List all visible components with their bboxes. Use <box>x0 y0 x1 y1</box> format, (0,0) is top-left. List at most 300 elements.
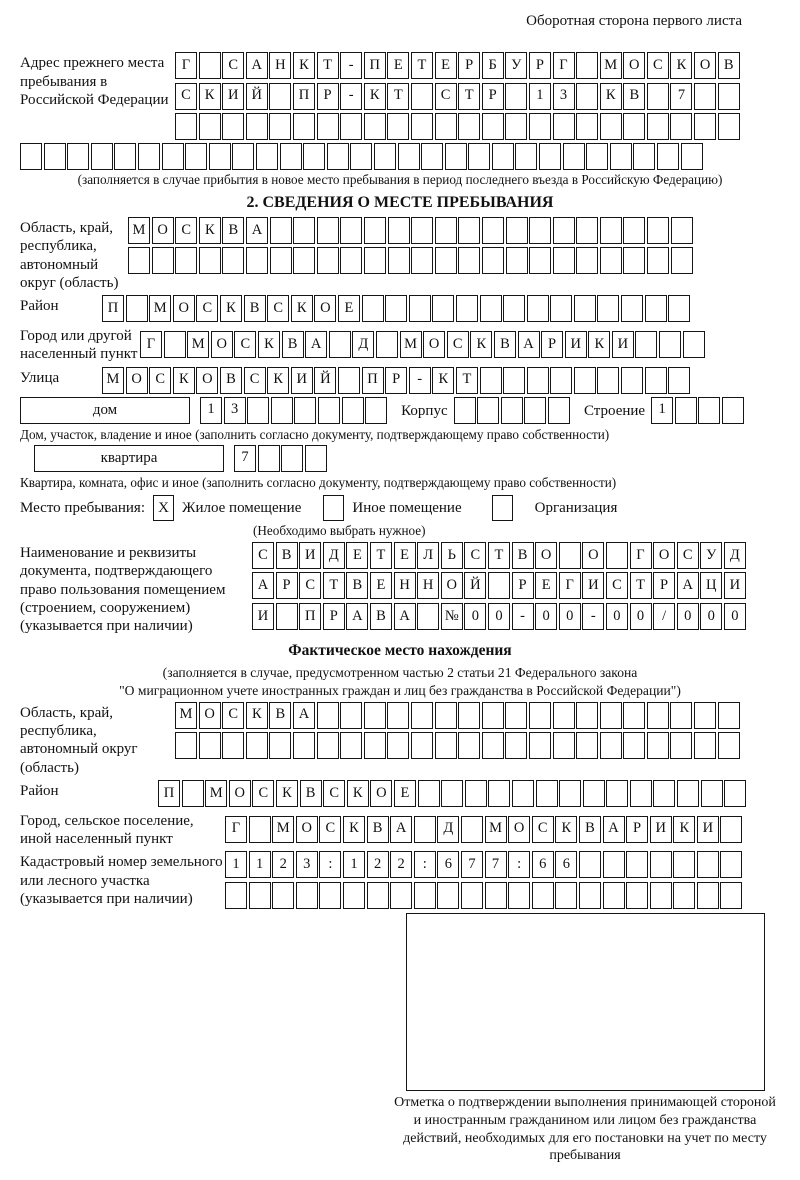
char-cell[interactable] <box>694 113 716 140</box>
char-cell[interactable] <box>340 113 362 140</box>
char-cell[interactable]: И <box>252 603 274 630</box>
char-cell[interactable]: М <box>149 295 171 322</box>
char-cell[interactable]: Е <box>435 52 457 79</box>
char-cell[interactable]: Р <box>276 572 298 599</box>
char-cell[interactable]: П <box>293 83 315 110</box>
char-cell[interactable] <box>482 732 504 759</box>
char-cell[interactable] <box>505 83 527 110</box>
char-cell[interactable]: Е <box>394 780 416 807</box>
char-cell[interactable]: С <box>299 572 321 599</box>
char-cell[interactable]: Р <box>512 572 534 599</box>
char-cell[interactable]: И <box>650 816 672 843</box>
stroenie-row[interactable] <box>651 397 744 424</box>
char-cell[interactable] <box>232 143 254 170</box>
char-cell[interactable] <box>579 882 601 909</box>
char-cell[interactable]: А <box>246 52 268 79</box>
char-cell[interactable] <box>722 397 744 424</box>
char-cell[interactable] <box>492 143 514 170</box>
char-cell[interactable]: К <box>470 331 492 358</box>
char-cell[interactable] <box>458 732 480 759</box>
char-cell[interactable] <box>456 295 478 322</box>
char-cell[interactable]: Е <box>535 572 557 599</box>
char-cell[interactable] <box>671 247 693 274</box>
char-cell[interactable] <box>673 882 695 909</box>
fact-oblast-row-1[interactable] <box>175 702 740 729</box>
char-cell[interactable] <box>718 83 740 110</box>
char-cell[interactable]: 0 <box>559 603 581 630</box>
char-cell[interactable]: С <box>222 52 244 79</box>
char-cell[interactable]: 2 <box>367 851 389 878</box>
char-cell[interactable] <box>606 780 628 807</box>
char-cell[interactable] <box>718 702 740 729</box>
char-cell[interactable] <box>199 52 221 79</box>
char-cell[interactable]: К <box>293 52 315 79</box>
char-cell[interactable] <box>461 882 483 909</box>
char-cell[interactable]: Е <box>394 542 416 569</box>
char-cell[interactable]: А <box>518 331 540 358</box>
char-cell[interactable]: / <box>653 603 675 630</box>
char-cell[interactable] <box>387 702 409 729</box>
char-cell[interactable] <box>454 397 476 424</box>
char-cell[interactable]: В <box>512 542 534 569</box>
char-cell[interactable] <box>247 397 269 424</box>
char-cell[interactable] <box>164 331 186 358</box>
char-cell[interactable] <box>623 113 645 140</box>
char-cell[interactable]: Р <box>529 52 551 79</box>
char-cell[interactable]: - <box>582 603 604 630</box>
char-cell[interactable]: С <box>149 367 171 394</box>
char-cell[interactable] <box>246 732 268 759</box>
char-cell[interactable] <box>559 542 581 569</box>
char-cell[interactable]: Г <box>630 542 652 569</box>
char-cell[interactable]: Н <box>394 572 416 599</box>
char-cell[interactable]: И <box>291 367 313 394</box>
char-cell[interactable]: В <box>623 83 645 110</box>
char-cell[interactable] <box>343 882 365 909</box>
char-cell[interactable] <box>411 732 433 759</box>
char-cell[interactable] <box>246 113 268 140</box>
char-cell[interactable] <box>576 52 598 79</box>
char-cell[interactable] <box>398 143 420 170</box>
char-cell[interactable] <box>653 780 675 807</box>
char-cell[interactable]: В <box>300 780 322 807</box>
char-cell[interactable] <box>579 851 601 878</box>
char-cell[interactable] <box>317 247 339 274</box>
char-cell[interactable]: О <box>441 572 463 599</box>
char-cell[interactable]: Н <box>417 572 439 599</box>
char-cell[interactable] <box>626 882 648 909</box>
char-cell[interactable]: Т <box>370 542 392 569</box>
char-cell[interactable] <box>610 143 632 170</box>
char-cell[interactable] <box>670 732 692 759</box>
ulitsa-row[interactable] <box>102 367 690 394</box>
char-cell[interactable]: С <box>319 816 341 843</box>
char-cell[interactable] <box>458 702 480 729</box>
char-cell[interactable] <box>697 851 719 878</box>
char-cell[interactable] <box>527 367 549 394</box>
char-cell[interactable] <box>256 143 278 170</box>
char-cell[interactable] <box>529 217 551 244</box>
char-cell[interactable] <box>539 143 561 170</box>
char-cell[interactable] <box>529 247 551 274</box>
char-cell[interactable]: С <box>252 780 274 807</box>
char-cell[interactable]: О <box>229 780 251 807</box>
char-cell[interactable] <box>317 702 339 729</box>
char-cell[interactable] <box>668 367 690 394</box>
char-cell[interactable]: К <box>199 217 221 244</box>
char-cell[interactable]: Т <box>458 83 480 110</box>
char-cell[interactable] <box>162 143 184 170</box>
char-cell[interactable] <box>385 295 407 322</box>
char-cell[interactable]: Т <box>630 572 652 599</box>
char-cell[interactable] <box>553 732 575 759</box>
char-cell[interactable] <box>485 882 507 909</box>
char-cell[interactable] <box>222 247 244 274</box>
char-cell[interactable] <box>175 113 197 140</box>
char-cell[interactable] <box>185 143 207 170</box>
char-cell[interactable]: И <box>565 331 587 358</box>
char-cell[interactable]: Г <box>553 52 575 79</box>
char-cell[interactable]: - <box>512 603 534 630</box>
char-cell[interactable] <box>576 702 598 729</box>
char-cell[interactable]: К <box>588 331 610 358</box>
char-cell[interactable]: О <box>535 542 557 569</box>
char-cell[interactable]: К <box>291 295 313 322</box>
char-cell[interactable]: О <box>582 542 604 569</box>
char-cell[interactable] <box>553 217 575 244</box>
char-cell[interactable]: : <box>508 851 530 878</box>
char-cell[interactable] <box>505 702 527 729</box>
char-cell[interactable]: И <box>222 83 244 110</box>
char-cell[interactable] <box>576 113 598 140</box>
char-cell[interactable]: К <box>246 702 268 729</box>
char-cell[interactable] <box>675 397 697 424</box>
char-cell[interactable] <box>683 331 705 358</box>
char-cell[interactable] <box>411 113 433 140</box>
char-cell[interactable] <box>482 113 504 140</box>
char-cell[interactable] <box>222 113 244 140</box>
char-cell[interactable] <box>317 732 339 759</box>
char-cell[interactable]: К <box>432 367 454 394</box>
char-cell[interactable] <box>435 113 457 140</box>
char-cell[interactable]: К <box>347 780 369 807</box>
raion-row[interactable] <box>102 295 690 322</box>
char-cell[interactable]: И <box>582 572 604 599</box>
char-cell[interactable] <box>488 572 510 599</box>
char-cell[interactable]: С <box>222 702 244 729</box>
char-cell[interactable] <box>340 217 362 244</box>
char-cell[interactable] <box>501 397 523 424</box>
char-cell[interactable] <box>458 217 480 244</box>
char-cell[interactable]: Ц <box>700 572 722 599</box>
char-cell[interactable] <box>480 367 502 394</box>
char-cell[interactable] <box>650 882 672 909</box>
char-cell[interactable] <box>647 732 669 759</box>
char-cell[interactable] <box>126 295 148 322</box>
char-cell[interactable] <box>272 882 294 909</box>
char-cell[interactable]: 0 <box>630 603 652 630</box>
char-cell[interactable]: М <box>175 702 197 729</box>
char-cell[interactable]: В <box>718 52 740 79</box>
prev-address-row-2[interactable] <box>175 83 740 110</box>
char-cell[interactable] <box>647 702 669 729</box>
char-cell[interactable]: 3 <box>553 83 575 110</box>
char-cell[interactable] <box>524 397 546 424</box>
char-cell[interactable] <box>597 367 619 394</box>
char-cell[interactable]: М <box>205 780 227 807</box>
char-cell[interactable] <box>488 780 510 807</box>
char-cell[interactable] <box>67 143 89 170</box>
char-cell[interactable] <box>529 113 551 140</box>
char-cell[interactable]: Г <box>140 331 162 358</box>
char-cell[interactable] <box>694 732 716 759</box>
char-cell[interactable]: - <box>340 52 362 79</box>
char-cell[interactable]: К <box>267 367 289 394</box>
char-cell[interactable]: И <box>612 331 634 358</box>
char-cell[interactable] <box>532 882 554 909</box>
char-cell[interactable] <box>293 217 315 244</box>
char-cell[interactable] <box>270 247 292 274</box>
char-cell[interactable]: К <box>364 83 386 110</box>
char-cell[interactable] <box>623 217 645 244</box>
char-cell[interactable] <box>364 217 386 244</box>
char-cell[interactable]: - <box>340 83 362 110</box>
char-cell[interactable] <box>390 882 412 909</box>
char-cell[interactable]: Т <box>456 367 478 394</box>
char-cell[interactable]: М <box>400 331 422 358</box>
char-cell[interactable]: Д <box>352 331 374 358</box>
char-cell[interactable]: 3 <box>296 851 318 878</box>
char-cell[interactable] <box>647 113 669 140</box>
char-cell[interactable] <box>718 732 740 759</box>
char-cell[interactable]: Е <box>370 572 392 599</box>
char-cell[interactable] <box>411 702 433 729</box>
char-cell[interactable] <box>468 143 490 170</box>
char-cell[interactable]: К <box>276 780 298 807</box>
char-cell[interactable] <box>550 367 572 394</box>
char-cell[interactable] <box>647 247 669 274</box>
char-cell[interactable]: М <box>600 52 622 79</box>
char-cell[interactable]: Р <box>482 83 504 110</box>
char-cell[interactable] <box>600 217 622 244</box>
char-cell[interactable]: Р <box>653 572 675 599</box>
char-cell[interactable]: С <box>464 542 486 569</box>
char-cell[interactable]: А <box>390 816 412 843</box>
char-cell[interactable]: У <box>505 52 527 79</box>
char-cell[interactable]: 1 <box>225 851 247 878</box>
char-cell[interactable] <box>697 882 719 909</box>
char-cell[interactable] <box>650 851 672 878</box>
char-cell[interactable] <box>630 780 652 807</box>
char-cell[interactable]: О <box>314 295 336 322</box>
oblast-row-1[interactable] <box>128 217 693 244</box>
char-cell[interactable]: К <box>220 295 242 322</box>
char-cell[interactable] <box>340 247 362 274</box>
char-cell[interactable] <box>597 295 619 322</box>
char-cell[interactable]: В <box>346 572 368 599</box>
checkbox-inoe-pomeshchenie[interactable] <box>323 495 344 521</box>
char-cell[interactable] <box>635 331 657 358</box>
char-cell[interactable]: О <box>173 295 195 322</box>
char-cell[interactable]: М <box>102 367 124 394</box>
char-cell[interactable]: П <box>362 367 384 394</box>
char-cell[interactable] <box>270 217 292 244</box>
char-cell[interactable] <box>441 780 463 807</box>
char-cell[interactable]: К <box>343 816 365 843</box>
char-cell[interactable]: Р <box>323 603 345 630</box>
char-cell[interactable] <box>414 816 436 843</box>
char-cell[interactable] <box>152 247 174 274</box>
char-cell[interactable]: 0 <box>724 603 746 630</box>
char-cell[interactable] <box>623 732 645 759</box>
char-cell[interactable] <box>374 143 396 170</box>
char-cell[interactable] <box>529 702 551 729</box>
char-cell[interactable] <box>670 702 692 729</box>
char-cell[interactable]: М <box>272 816 294 843</box>
char-cell[interactable] <box>659 331 681 358</box>
char-cell[interactable]: Р <box>541 331 563 358</box>
char-cell[interactable]: А <box>246 217 268 244</box>
char-cell[interactable]: С <box>267 295 289 322</box>
char-cell[interactable] <box>249 816 271 843</box>
char-cell[interactable] <box>645 295 667 322</box>
char-cell[interactable] <box>417 603 439 630</box>
char-cell[interactable] <box>621 367 643 394</box>
char-cell[interactable]: А <box>305 331 327 358</box>
char-cell[interactable] <box>720 882 742 909</box>
char-cell[interactable]: 0 <box>700 603 722 630</box>
char-cell[interactable] <box>458 247 480 274</box>
char-cell[interactable] <box>364 247 386 274</box>
char-cell[interactable]: Б <box>482 52 504 79</box>
document-row-3[interactable] <box>252 603 746 630</box>
char-cell[interactable] <box>435 217 457 244</box>
char-cell[interactable] <box>671 217 693 244</box>
char-cell[interactable] <box>319 882 341 909</box>
char-cell[interactable] <box>293 732 315 759</box>
char-cell[interactable] <box>249 882 271 909</box>
char-cell[interactable] <box>633 143 655 170</box>
char-cell[interactable]: Т <box>323 572 345 599</box>
char-cell[interactable]: У <box>700 542 722 569</box>
char-cell[interactable]: Е <box>387 52 409 79</box>
char-cell[interactable]: П <box>158 780 180 807</box>
char-cell[interactable] <box>647 83 669 110</box>
char-cell[interactable]: 1 <box>343 851 365 878</box>
char-cell[interactable] <box>503 367 525 394</box>
char-cell[interactable] <box>20 143 42 170</box>
char-cell[interactable] <box>362 295 384 322</box>
char-cell[interactable]: 2 <box>272 851 294 878</box>
char-cell[interactable] <box>293 247 315 274</box>
char-cell[interactable]: В <box>367 816 389 843</box>
char-cell[interactable] <box>317 217 339 244</box>
char-cell[interactable] <box>340 732 362 759</box>
char-cell[interactable] <box>199 732 221 759</box>
char-cell[interactable] <box>600 113 622 140</box>
char-cell[interactable] <box>563 143 585 170</box>
char-cell[interactable] <box>548 397 570 424</box>
char-cell[interactable] <box>281 445 303 472</box>
checkbox-zhiloe-pomeshchenie[interactable]: X <box>153 495 174 521</box>
char-cell[interactable] <box>138 143 160 170</box>
char-cell[interactable] <box>421 143 443 170</box>
char-cell[interactable] <box>527 295 549 322</box>
char-cell[interactable]: Е <box>346 542 368 569</box>
char-cell[interactable] <box>199 247 221 274</box>
char-cell[interactable] <box>657 143 679 170</box>
char-cell[interactable] <box>376 331 398 358</box>
char-cell[interactable] <box>506 247 528 274</box>
char-cell[interactable]: Т <box>317 52 339 79</box>
char-cell[interactable]: 1 <box>529 83 551 110</box>
char-cell[interactable]: О <box>623 52 645 79</box>
char-cell[interactable] <box>645 367 667 394</box>
fact-gorod-row[interactable] <box>225 816 742 843</box>
char-cell[interactable] <box>550 295 572 322</box>
char-cell[interactable]: Л <box>417 542 439 569</box>
char-cell[interactable]: : <box>319 851 341 878</box>
char-cell[interactable]: А <box>677 572 699 599</box>
char-cell[interactable] <box>505 732 527 759</box>
fact-raion-row[interactable] <box>158 780 746 807</box>
char-cell[interactable] <box>222 732 244 759</box>
char-cell[interactable] <box>209 143 231 170</box>
char-cell[interactable]: В <box>579 816 601 843</box>
char-cell[interactable]: 3 <box>224 397 246 424</box>
char-cell[interactable]: А <box>603 816 625 843</box>
char-cell[interactable]: О <box>423 331 445 358</box>
char-cell[interactable] <box>175 732 197 759</box>
char-cell[interactable]: С <box>244 367 266 394</box>
char-cell[interactable]: Д <box>323 542 345 569</box>
char-cell[interactable] <box>305 445 327 472</box>
char-cell[interactable]: А <box>346 603 368 630</box>
char-cell[interactable] <box>600 247 622 274</box>
document-row-2[interactable] <box>252 572 746 599</box>
char-cell[interactable]: С <box>435 83 457 110</box>
char-cell[interactable] <box>411 83 433 110</box>
char-cell[interactable] <box>600 702 622 729</box>
char-cell[interactable] <box>327 143 349 170</box>
char-cell[interactable]: К <box>199 83 221 110</box>
char-cell[interactable]: 7 <box>461 851 483 878</box>
char-cell[interactable] <box>44 143 66 170</box>
char-cell[interactable]: 6 <box>437 851 459 878</box>
char-cell[interactable] <box>342 397 364 424</box>
char-cell[interactable] <box>432 295 454 322</box>
char-cell[interactable]: Й <box>314 367 336 394</box>
char-cell[interactable] <box>437 882 459 909</box>
char-cell[interactable] <box>418 780 440 807</box>
char-cell[interactable] <box>586 143 608 170</box>
char-cell[interactable] <box>461 816 483 843</box>
char-cell[interactable]: П <box>299 603 321 630</box>
char-cell[interactable] <box>318 397 340 424</box>
char-cell[interactable]: К <box>673 816 695 843</box>
char-cell[interactable]: : <box>414 851 436 878</box>
char-cell[interactable] <box>698 397 720 424</box>
char-cell[interactable]: 2 <box>390 851 412 878</box>
char-cell[interactable] <box>555 882 577 909</box>
char-cell[interactable] <box>559 780 581 807</box>
char-cell[interactable] <box>175 247 197 274</box>
char-cell[interactable]: О <box>370 780 392 807</box>
char-cell[interactable]: И <box>724 572 746 599</box>
char-cell[interactable] <box>387 732 409 759</box>
char-cell[interactable]: Р <box>317 83 339 110</box>
char-cell[interactable] <box>367 882 389 909</box>
